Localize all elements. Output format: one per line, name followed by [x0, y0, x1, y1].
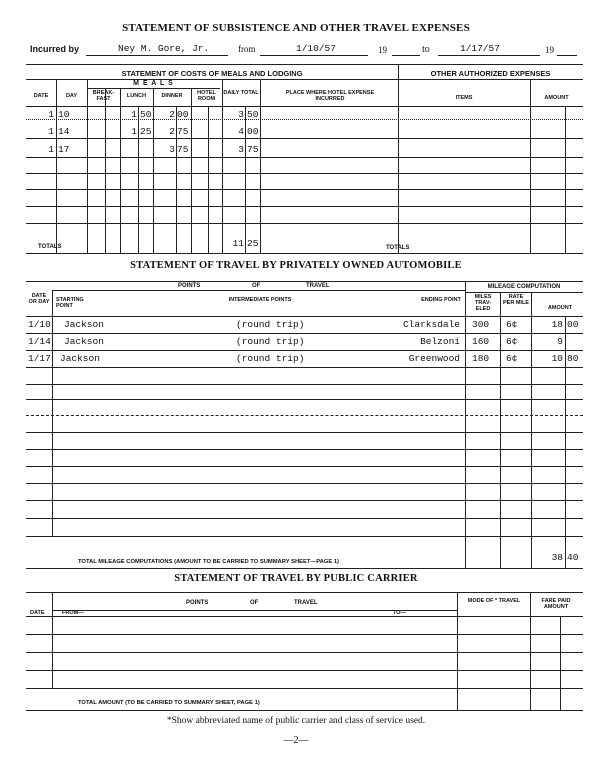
- meals-section-title: STATEMENT OF COSTS OF MEALS AND LODGING: [121, 69, 303, 78]
- header-dinner: DINNER: [161, 93, 183, 99]
- auto-cell-start: Jackson: [60, 353, 100, 364]
- cell-day: 10: [58, 109, 70, 120]
- header-place: PLACE WHERE HOTEL EXPENSE INCURRED: [285, 90, 375, 102]
- from-date: 1/10/57: [296, 43, 336, 54]
- cell-date: 1: [48, 144, 54, 155]
- carrier-points-label: POINTS: [186, 600, 209, 606]
- auto-cell-amount-dollars: 9: [557, 336, 563, 347]
- from-label: from: [238, 44, 256, 54]
- auto-header-starting: STARTING POINT: [56, 297, 84, 309]
- year-label-2: 19: [545, 45, 554, 55]
- header-lunch: LUNCH: [126, 93, 147, 99]
- cell-total-cents: 75: [247, 144, 259, 155]
- carrier-header-fare: FARE PAID AMOUNT: [541, 598, 571, 610]
- auto-header-intermediate: INTERMEDIATE POINTS: [228, 297, 292, 303]
- auto-cell-miles: 300: [472, 319, 490, 330]
- auto-cell-end: Greenwood: [408, 353, 460, 364]
- cell-total-cents: 50: [247, 109, 259, 120]
- carrier-of-label: OF: [250, 600, 259, 606]
- header-day: DAY: [65, 93, 78, 99]
- cell-lunch-cents: 50: [140, 109, 152, 120]
- auto-points-label: POINTS: [178, 283, 201, 289]
- auto-cell-date: 1/10: [28, 319, 51, 330]
- cell-total-dollars: 4: [238, 126, 244, 137]
- auto-cell-intermediate: (round trip): [236, 336, 305, 347]
- underline-to: [438, 55, 540, 56]
- auto-total-dollars: 38: [551, 552, 563, 563]
- form-title: STATEMENT OF SUBSISTENCE AND OTHER TRAVEL EXPENSES: [122, 22, 470, 34]
- auto-cell-amount-cents: 80: [567, 353, 579, 364]
- auto-cell-intermediate: (round trip): [236, 353, 305, 364]
- header-breakfast: BREAK-FAST: [92, 90, 115, 102]
- auto-cell-end: Clarksdale: [402, 319, 460, 330]
- header-date: DATE: [33, 93, 49, 99]
- cell-lunch-cents: 25: [140, 126, 152, 137]
- cell-dinner-cents: 00: [177, 109, 189, 120]
- cell-date: 1: [48, 126, 54, 137]
- mileage-computation-label: MILEAGE COMPUTATION: [487, 284, 561, 290]
- auto-cell-rate: 6¢: [506, 319, 518, 330]
- auto-cell-intermediate: (round trip): [236, 319, 305, 330]
- cell-dinner-dollars: 3: [169, 144, 175, 155]
- auto-cell-date: 1/14: [28, 336, 51, 347]
- underline-name: [86, 55, 228, 56]
- incurred-by-label: Incurred by: [30, 44, 80, 54]
- cell-total-cents: 00: [247, 126, 259, 137]
- auto-cell-miles: 160: [472, 336, 490, 347]
- auto-header-miles: MILES TRAV-ELED: [474, 294, 492, 312]
- auto-cell-amount-cents: 00: [567, 319, 579, 330]
- cell-lunch-dollars: 1: [131, 126, 137, 137]
- auto-cell-end: Belzoni: [420, 336, 460, 347]
- auto-of-label: OF: [252, 283, 261, 289]
- other-expenses-title: OTHER AUTHORIZED EXPENSES: [430, 69, 551, 78]
- totals-label: TOTALS: [38, 244, 62, 250]
- meals-group-label: M E A L S: [133, 80, 174, 87]
- cell-day: 14: [58, 126, 70, 137]
- cell-date: 1: [48, 109, 54, 120]
- header-daily-total: DAILY TOTAL: [223, 90, 259, 96]
- auto-section-title: STATEMENT OF TRAVEL BY PRIVATELY OWNED AUTOMOBILE: [130, 260, 462, 271]
- auto-cell-start: Jackson: [64, 336, 104, 347]
- underline-from: [260, 55, 368, 56]
- cell-total-dollars: 3: [238, 109, 244, 120]
- cell-dinner-dollars: 2: [169, 126, 175, 137]
- header-items: ITEMS: [455, 95, 473, 101]
- footnote: *Show abbreviated name of public carrier and class of service used.: [166, 716, 426, 726]
- cell-dinner-dollars: 2: [169, 109, 175, 120]
- auto-total-cents: 40: [567, 552, 579, 563]
- cell-dinner-cents: 75: [177, 126, 189, 137]
- header-hotel-room: HOTEL ROOM: [197, 90, 216, 102]
- auto-cell-amount-dollars: 10: [551, 353, 563, 364]
- header-amount: AMOUNT: [544, 95, 569, 101]
- totals-label-right: TOTALS: [386, 245, 410, 251]
- auto-header-ending: ENDING POINT: [421, 297, 461, 303]
- auto-header-rate: RATE PER MILE: [503, 294, 529, 306]
- page-number: —2—: [283, 735, 309, 746]
- carrier-travel-label: TRAVEL: [294, 600, 318, 606]
- auto-total-label: TOTAL MILEAGE COMPUTATIONS (AMOUNT TO BE CARRIED TO SUMMARY SHEET—PAGE 1): [78, 559, 339, 565]
- auto-cell-miles: 180: [472, 353, 490, 364]
- carrier-header-to: TO—: [393, 610, 407, 616]
- to-label: to: [422, 44, 430, 55]
- cell-day: 17: [58, 144, 70, 155]
- carrier-header-from: FROM—: [62, 610, 84, 616]
- auto-cell-start: Jackson: [64, 319, 104, 330]
- auto-cell-amount-dollars: 18: [551, 319, 563, 330]
- cell-dinner-cents: 75: [177, 144, 189, 155]
- auto-header-amount: AMOUNT: [547, 305, 573, 311]
- carrier-header-date: DATE: [30, 610, 45, 616]
- auto-cell-rate: 6¢: [506, 353, 518, 364]
- to-date: 1/17/57: [460, 43, 500, 54]
- total-dollars: 11: [232, 238, 244, 249]
- underline-year2: [557, 55, 577, 56]
- carrier-section-title: STATEMENT OF TRAVEL BY PUBLIC CARRIER: [174, 573, 418, 584]
- total-cents: 25: [247, 238, 259, 249]
- auto-travel-label: TRAVEL: [306, 283, 330, 289]
- cell-lunch-dollars: 1: [131, 109, 137, 120]
- auto-cell-date: 1/17: [28, 353, 51, 364]
- incurred-by-name: Ney M. Gore, Jr.: [118, 43, 210, 54]
- underline-year1: [392, 55, 420, 56]
- auto-cell-rate: 6¢: [506, 336, 518, 347]
- carrier-header-mode: MODE OF * TRAVEL: [467, 598, 521, 604]
- auto-header-date: DATE OR DAY: [28, 293, 50, 305]
- carrier-total-label: TOTAL AMOUNT (TO BE CARRIED TO SUMMARY SHEET, PAGE 1): [78, 700, 260, 706]
- year-label-1: 19: [378, 45, 387, 55]
- cell-total-dollars: 3: [238, 144, 244, 155]
